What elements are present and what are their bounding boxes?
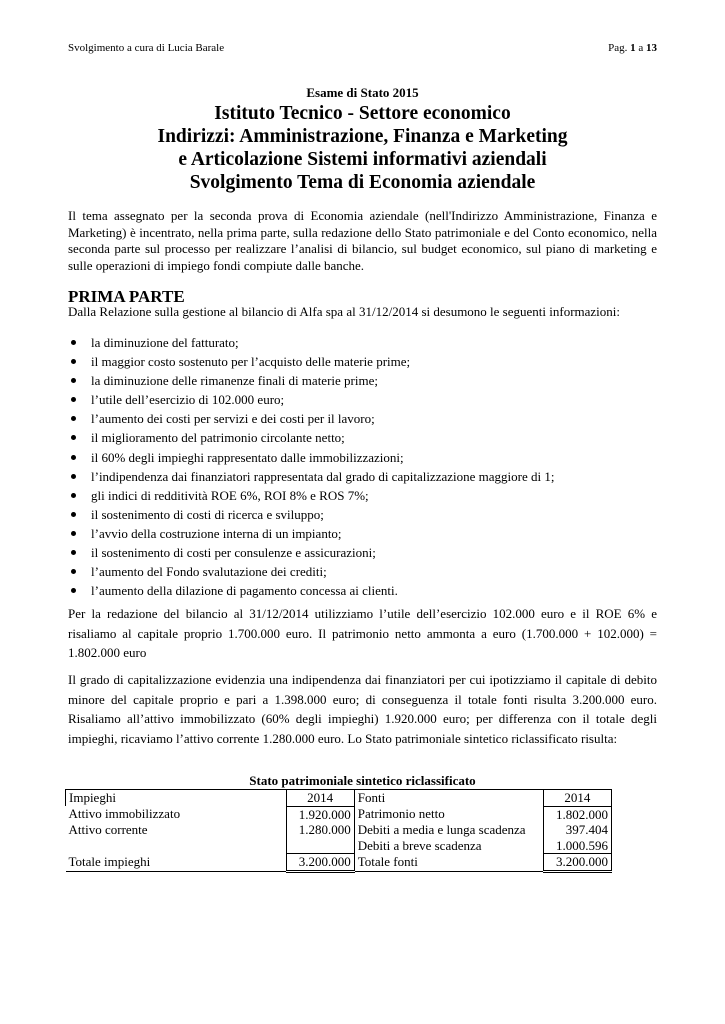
table-cell: Totale impieghi [66,854,287,872]
body-paragraph: Il grado di capitalizzazione evidenzia una indipendenza dai finanziatori per cui ipotizziamo il capitale di debito minore del capitale proprio e pari a 1.398.000 euro; di conseguenza il totale fonti risulta 3.200.000 euro. Risaliamo all’attivo immobilizzato (60% degli impieghi) 1.920.000 euro; per differenza con il totale degli impieghi, ricaviamo l’attivo corrente 1.280.000 euro. Lo Stato patrimoniale sintetico riclassificato risulta: [68,672,657,746]
section-intro: Dalla Relazione sulla gestione al bilancio di Alfa spa al 31/12/2014 si desumono le seguenti informazioni: [68,304,621,319]
list-item: la diminuzione delle rimanenze finali di materie prime; [68,371,657,390]
table-row [66,806,612,822]
table-header-row [66,790,612,807]
column-header: Impieghi [66,790,287,807]
body-paragraph: Per la redazione del bilancio al 31/12/2014 utilizziamo l’utile dell’esercizio 102.000 euro e il ROE 6% e risaliamo al capitale proprio 1.700.000 euro. Il patrimonio netto ammonta a euro (1.700.000 + 102.000) = 1.802.000 euro [68,606,657,660]
total-pages: 13 [646,42,657,54]
list-item: il sostenimento di costi di ricerca e sviluppo; [68,505,657,524]
table-cell: Debiti a breve scadenza [354,838,543,854]
list-item: l’aumento del Fondo svalutazione dei crediti; [68,562,657,581]
list-item: l’indipendenza dai finanziatori rappresentata dal grado di capitalizzazione maggiore di 1; [68,467,657,486]
section-heading: PRIMA PARTE [68,287,185,306]
page-header [68,42,657,54]
column-header: 2014 [543,790,611,807]
table-cell: 3.200.000 [543,854,611,872]
table-cell: Totale fonti [354,854,543,872]
page-prefix: Pag. [608,42,628,54]
table-cell: 1.280.000 [286,822,354,838]
list-item: l’aumento della dilazione di pagamento concessa ai clienti. [68,581,657,600]
list-item: il miglioramento del patrimonio circolante netto; [68,428,657,447]
exam-subtitle: Esame di Stato 2015 [306,85,419,100]
header-author: Svolgimento a cura di Lucia Barale [68,42,225,54]
table-cell: 1.802.000 [543,806,611,822]
intro-paragraph: Il tema assegnato per la seconda prova di Economia aziendale (nell'Indirizzo Amministrazione, Finanza e Marketing) è incentrato, nella prima parte, sulla redazione dello Stato patrimoniale e del Conto economico, nella seconda parte sul processo per realizzare l’analisi di bilancio, sul budget economico, sul piano di marketing e sulle operazioni di impiego fondi compiute dalle banche. [68,208,657,273]
title-line: Indirizzi: Amministrazione, Finanza e Marketing [157,126,568,147]
table-cell: Attivo corrente [68,822,148,837]
current-page: 1 [630,42,636,54]
page-number [608,42,657,54]
list-item: l’avvio della costruzione interna di un impianto; [68,524,657,543]
table-cell: 1.920.000 [286,806,354,822]
table-cell: 1.000.596 [543,838,611,854]
table-cell: Attivo immobilizzato [68,806,181,822]
title-block [68,85,657,194]
table-cell: Patrimonio netto [354,806,543,822]
table-cell: Debiti a media e lunga scadenza [354,822,543,838]
page-separator: a [638,42,644,54]
title-line: e Articolazione Sistemi informativi aziendali [178,149,547,170]
info-list [68,333,657,600]
table-row [66,822,612,838]
table-row [66,838,612,854]
table-total-row [66,854,612,872]
list-item: il 60% degli impieghi rappresentato dalle immobilizzazioni; [68,448,657,467]
list-item: il sostenimento di costi per consulenze e assicurazioni; [68,543,657,562]
list-item: la diminuzione del fatturato; [68,333,657,352]
list-item: l’utile dell’esercizio di 102.000 euro; [68,390,657,409]
list-item: l’aumento dei costi per servizi e dei costi per il lavoro; [68,409,657,428]
list-item: gli indici di redditività ROE 6%, ROI 8% e ROS 7%; [68,486,657,505]
table-cell [286,838,354,854]
balance-sheet-table [65,789,612,873]
table-cell: 3.200.000 [286,854,354,872]
column-header: 2014 [286,790,354,807]
table-cell [66,838,287,854]
list-item: il maggior costo sostenuto per l’acquisto delle materie prime; [68,352,657,371]
table-title: Stato patrimoniale sintetico riclassificato [249,773,476,788]
title-line: Istituto Tecnico - Settore economico [214,103,511,124]
column-header: Fonti [354,790,543,807]
table-cell: 397.404 [543,822,611,838]
title-line: Svolgimento Tema di Economia aziendale [189,172,536,193]
